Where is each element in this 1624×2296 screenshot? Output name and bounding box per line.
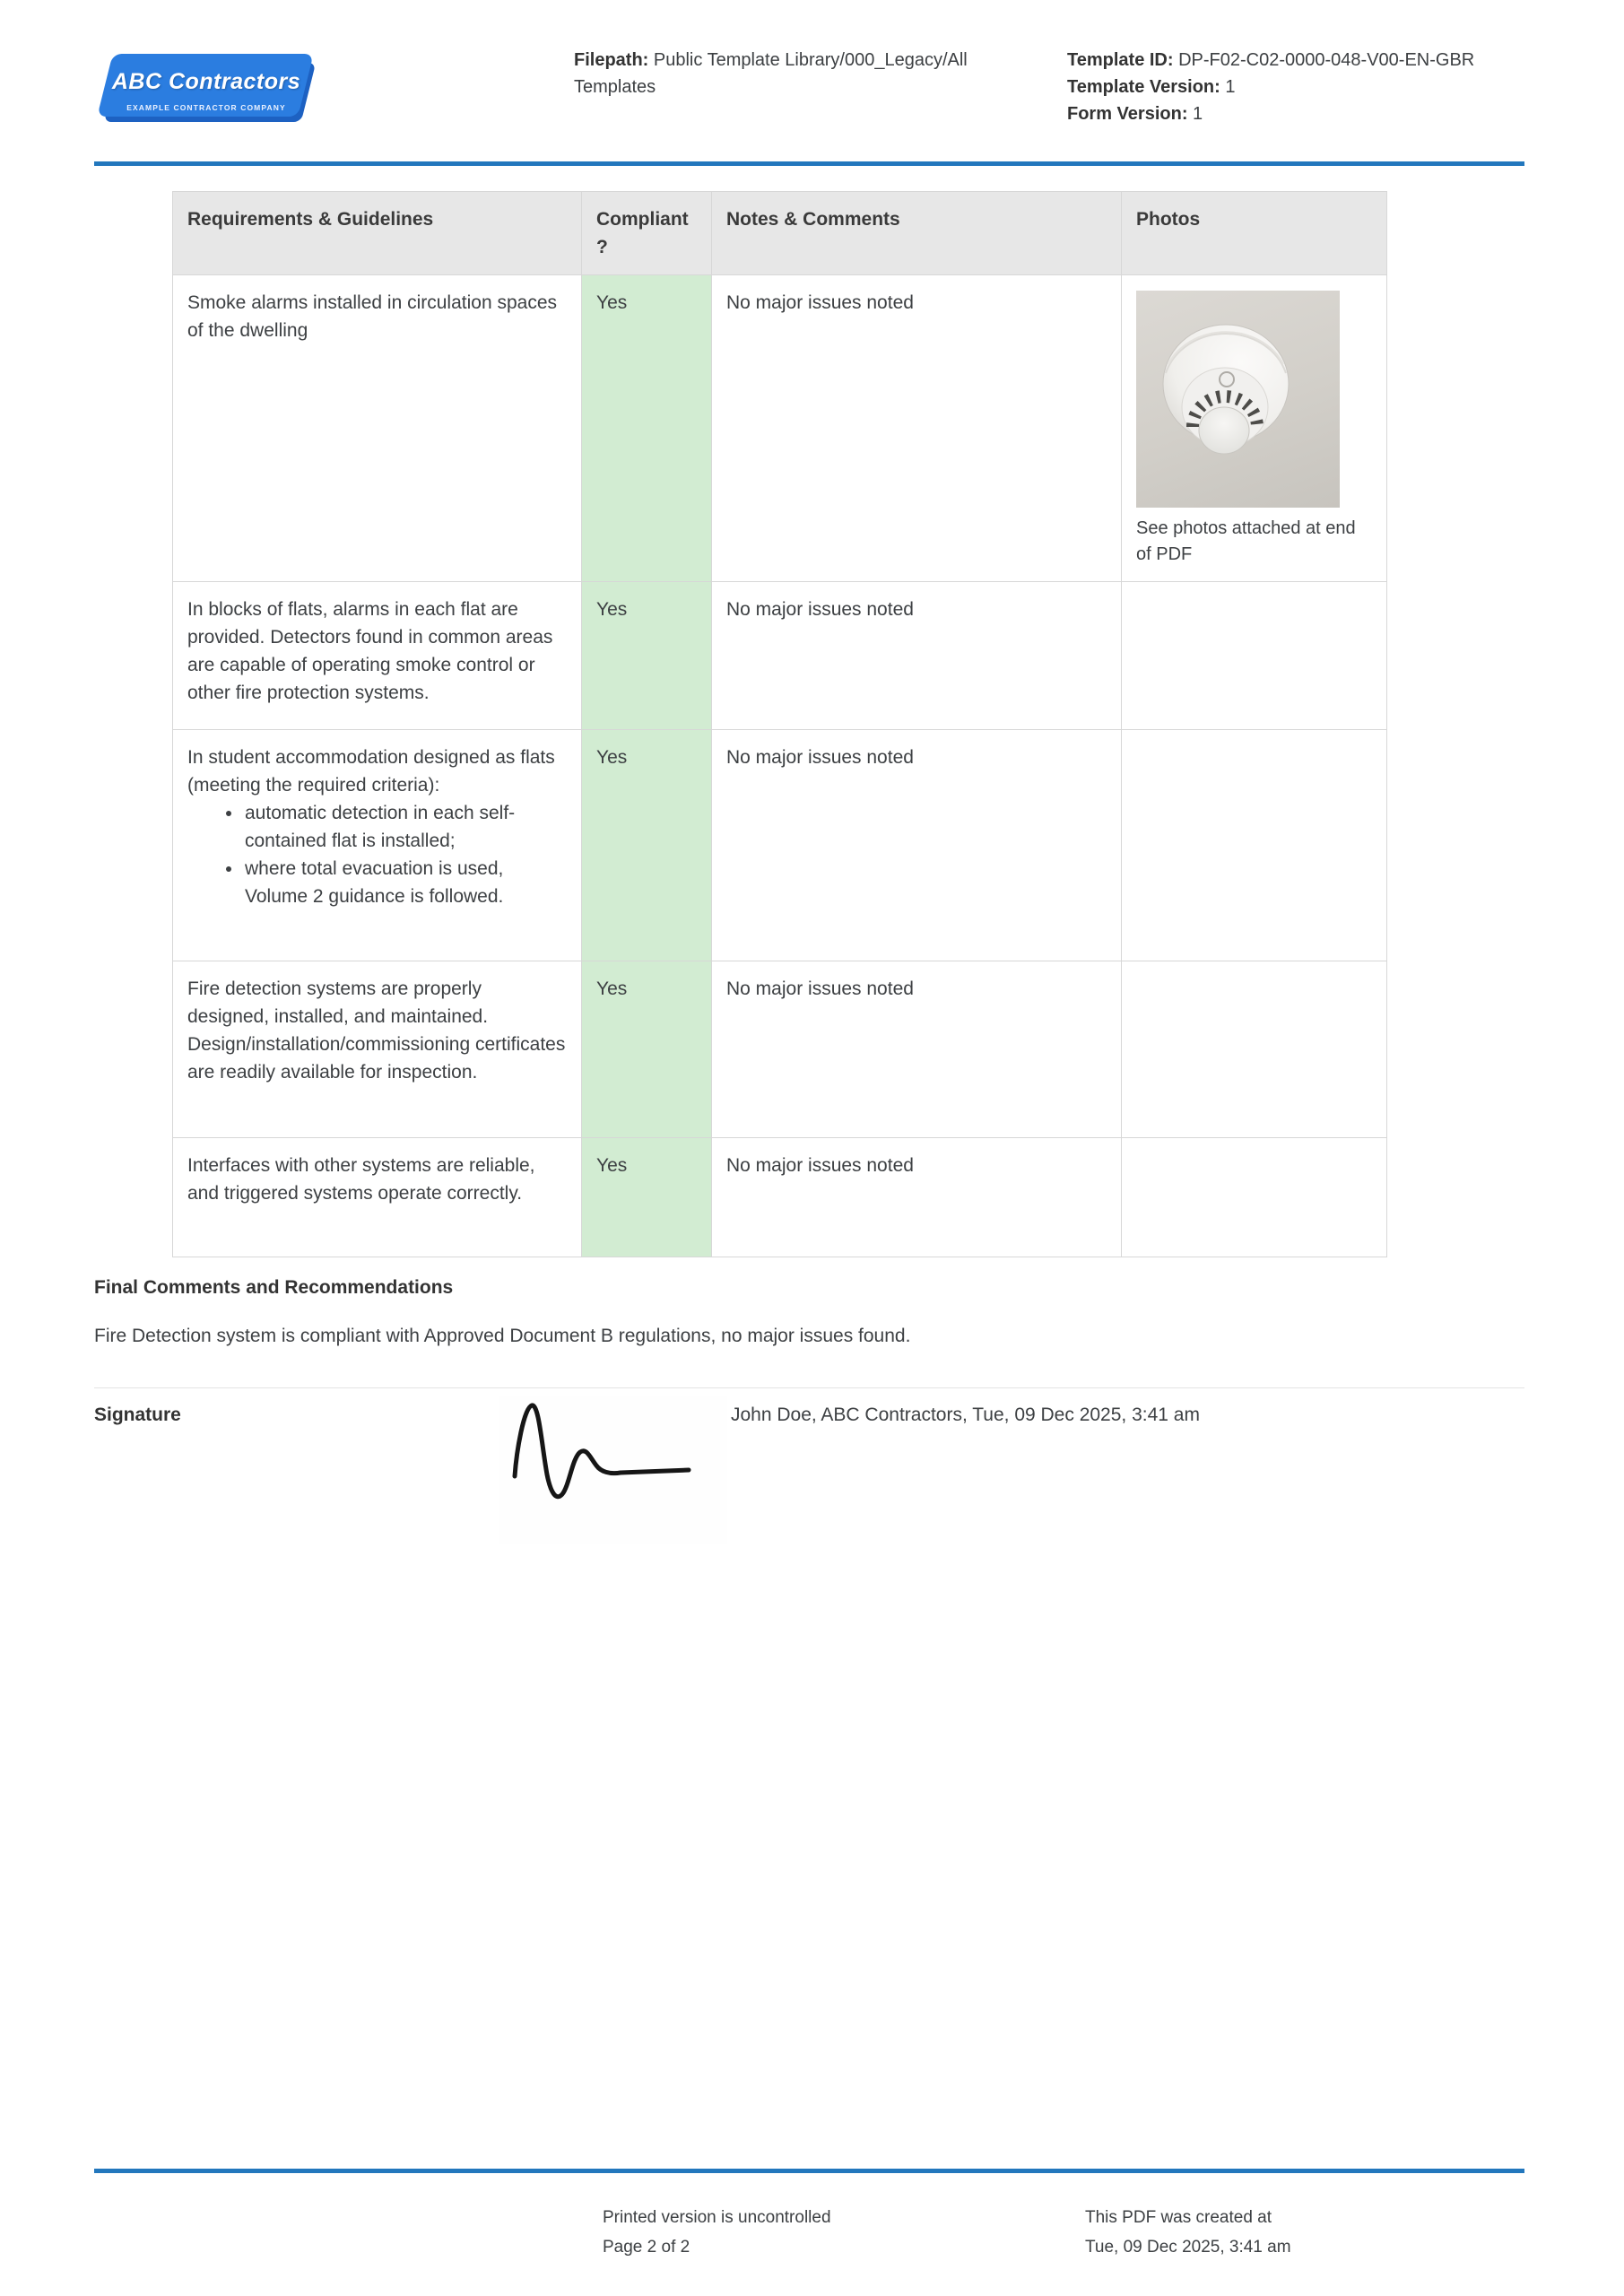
template-version-row [1067,74,1569,100]
signature-image [499,1396,727,1544]
footer-created-label: This PDF was created at [1085,2208,1272,2227]
compliant-cell: Yes [582,1138,712,1257]
form-version-label: Form Version: [1067,104,1188,124]
table-row [173,730,1387,961]
final-comments-heading: Final Comments and Recommendations [94,1277,454,1298]
notes-cell: No major issues noted [712,582,1122,730]
filepath-value: Public Template Library/000_Legacy/All Templates [574,50,968,97]
photos-cell [1122,582,1387,730]
column-header-photos: Photos [1122,192,1387,275]
signature-divider [94,1387,1524,1388]
requirement-cell: In blocks of flats, alarms in each flat are provided. Detectors found in common areas are capable of operating smoke control or other fire protection systems. [173,582,582,730]
footer-page-number: Page 2 of 2 [603,2238,690,2257]
requirements-table [172,191,1387,1257]
smoke-alarm-photo [1136,291,1340,508]
template-id-value: DP-F02-C02-0000-048-V00-EN-GBR [1178,50,1475,70]
photos-cell [1122,961,1387,1138]
requirement-bullet: • automatic detection in each self-contained flat is installed; [243,799,567,855]
requirement-cell: Smoke alarms installed in circulation spaces of the dwelling [173,275,582,582]
table-row [173,1138,1387,1257]
company-logo [94,47,318,133]
notes-cell: No major issues noted [712,730,1122,961]
notes-cell: No major issues noted [712,961,1122,1138]
notes-cell: No major issues noted [712,1138,1122,1257]
column-header-requirements: Requirements & Guidelines [173,192,582,275]
signature-stroke [499,1396,727,1544]
requirement-bullet-list [187,799,567,910]
logo-subtitle: EXAMPLE CONTRACTOR COMPANY [126,103,286,112]
filepath-label: Filepath: [574,50,649,70]
table-row [173,582,1387,730]
signature-signer: John Doe, ABC Contractors, Tue, 09 Dec 2025, 3:41 am [731,1405,1200,1425]
filepath-block [574,47,1040,100]
photos-cell [1122,1138,1387,1257]
footer-left-block [603,2203,831,2262]
header-divider-rule [94,161,1524,166]
footer-created-timestamp: Tue, 09 Dec 2025, 3:41 am [1085,2238,1291,2257]
template-id-row [1067,47,1569,74]
signature-label: Signature [94,1405,181,1425]
footer-uncontrolled-note: Printed version is uncontrolled [603,2208,831,2227]
column-header-notes: Notes & Comments [712,192,1122,275]
requirement-cell: Fire detection systems are properly designed, installed, and maintained. Design/installation/commissioning certificates are readily available for inspection. [173,961,582,1138]
photo-caption: See photos attached at end of PDF [1136,518,1356,564]
template-meta-block [1067,47,1569,127]
compliant-cell: Yes [582,730,712,961]
footer-divider-rule [94,2169,1524,2173]
notes-cell: No major issues noted [712,275,1122,582]
photos-cell [1122,730,1387,961]
form-version-row [1067,100,1569,127]
template-version-value: 1 [1225,77,1236,97]
smoke-alarm-illustration [1136,291,1340,508]
form-version-value: 1 [1193,104,1203,124]
table-row [173,961,1387,1138]
compliant-cell: Yes [582,275,712,582]
column-header-compliant: Compliant ? [582,192,712,275]
logo-title: ABC Contractors [111,69,301,94]
final-comments-body: Fire Detection system is compliant with Approved Document B regulations, no major issues found. [94,1326,911,1346]
requirement-bullet: • where total evacuation is used, Volume 2 guidance is followed. [243,855,567,910]
template-version-label: Template Version: [1067,77,1220,97]
table-header-row [173,192,1387,275]
requirement-cell: Interfaces with other systems are reliable, and triggered systems operate correctly. [173,1138,582,1257]
template-id-label: Template ID: [1067,50,1174,70]
requirement-cell [173,730,582,961]
photos-cell [1122,275,1387,582]
footer-right-block [1085,2203,1291,2262]
compliant-cell: Yes [582,582,712,730]
table-row [173,275,1387,582]
requirement-text: In student accommodation designed as flats (meeting the required criteria): [187,747,555,796]
compliant-cell: Yes [582,961,712,1138]
